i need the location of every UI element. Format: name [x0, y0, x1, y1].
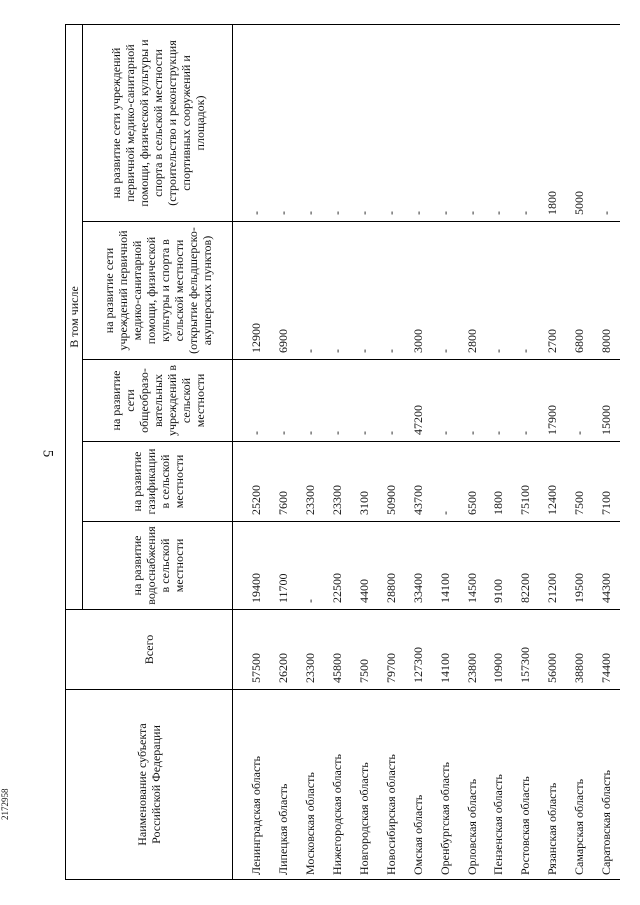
value-cell: -: [351, 222, 378, 360]
value-cell: 33400: [405, 522, 432, 610]
value-cell: -: [432, 222, 459, 360]
value-cell: 28800: [378, 522, 405, 610]
value-cell: -: [270, 360, 297, 442]
header-water: на развитие водоснабжения в сельской местности: [83, 522, 233, 610]
header-medical-fap: на развитие сети учреждений первичной медико-санитарной помощи, физической культуры и спорта в сельской местности (открытие фельдшерско-акушерских пунктов): [83, 222, 233, 360]
value-cell: 3000: [405, 222, 432, 360]
value-cell: -: [297, 222, 324, 360]
page-number: 5: [39, 449, 56, 458]
value-cell: -: [297, 522, 324, 610]
table-row: [351, 24, 378, 879]
value-cell: -: [378, 360, 405, 442]
value-cell: 5000: [566, 24, 593, 221]
region-name-cell: Рязанская область: [539, 690, 566, 880]
value-cell: 56000: [539, 610, 566, 690]
value-cell: 74400: [593, 610, 620, 690]
value-cell: 1800: [485, 442, 512, 522]
subsidy-table: [65, 24, 620, 880]
table-row: [539, 24, 566, 879]
region-name-cell: Оренбургская область: [432, 690, 459, 880]
value-cell: 7100: [593, 442, 620, 522]
value-cell: 23300: [297, 442, 324, 522]
value-cell: 7500: [566, 442, 593, 522]
table-row: [297, 24, 324, 879]
document-id: 2172958: [0, 788, 10, 820]
value-cell: -: [485, 222, 512, 360]
table-row: [233, 24, 271, 879]
value-cell: -: [432, 24, 459, 221]
value-cell: -: [378, 222, 405, 360]
value-cell: -: [459, 24, 486, 221]
value-cell: 6500: [459, 442, 486, 522]
value-cell: -: [324, 360, 351, 442]
region-name-cell: Орловская область: [459, 690, 486, 880]
value-cell: 8000: [593, 222, 620, 360]
value-cell: 43700: [405, 442, 432, 522]
value-cell: 12400: [539, 442, 566, 522]
value-cell: -: [512, 360, 539, 442]
value-cell: 2700: [539, 222, 566, 360]
value-cell: 11700: [270, 522, 297, 610]
header-schools: на развитие сети общеобразо-вательных учреждений в сельской местности: [83, 360, 233, 442]
value-cell: -: [593, 24, 620, 221]
value-cell: 23300: [297, 610, 324, 690]
value-cell: -: [324, 222, 351, 360]
value-cell: 15000: [593, 360, 620, 442]
table-row: [378, 24, 405, 879]
value-cell: 23300: [324, 442, 351, 522]
value-cell: 6800: [566, 222, 593, 360]
value-cell: 82200: [512, 522, 539, 610]
region-name-cell: Нижегородская область: [324, 690, 351, 880]
value-cell: 1800: [539, 24, 566, 221]
value-cell: 14100: [432, 610, 459, 690]
region-name-cell: Ленинградская область: [233, 690, 271, 880]
value-cell: -: [297, 360, 324, 442]
table-row: [432, 24, 459, 879]
header-including: В том числе: [66, 24, 83, 609]
value-cell: 17900: [539, 360, 566, 442]
value-cell: -: [405, 24, 432, 221]
value-cell: 157300: [512, 610, 539, 690]
value-cell: 26200: [270, 610, 297, 690]
value-cell: 10900: [485, 610, 512, 690]
value-cell: -: [512, 24, 539, 221]
value-cell: 14100: [432, 522, 459, 610]
region-name-cell: Московская область: [297, 690, 324, 880]
header-region: Наименование субъекта Российской Федерации: [66, 690, 233, 880]
value-cell: 127300: [405, 610, 432, 690]
value-cell: -: [485, 24, 512, 221]
value-cell: -: [324, 24, 351, 221]
value-cell: 6900: [270, 222, 297, 360]
region-name-cell: Омская область: [405, 690, 432, 880]
value-cell: 21200: [539, 522, 566, 610]
value-cell: 50900: [378, 442, 405, 522]
value-cell: 44300: [593, 522, 620, 610]
value-cell: 38800: [566, 610, 593, 690]
value-cell: -: [297, 24, 324, 221]
region-name-cell: Пензенская область: [485, 690, 512, 880]
table-row: [512, 24, 539, 879]
value-cell: -: [432, 442, 459, 522]
value-cell: -: [512, 222, 539, 360]
value-cell: 12900: [233, 222, 271, 360]
value-cell: -: [270, 24, 297, 221]
region-name-cell: Новосибирская область: [378, 690, 405, 880]
value-cell: 23800: [459, 610, 486, 690]
value-cell: -: [485, 360, 512, 442]
region-name-cell: Ростовская область: [512, 690, 539, 880]
value-cell: -: [351, 24, 378, 221]
value-cell: -: [378, 24, 405, 221]
value-cell: 19500: [566, 522, 593, 610]
region-name-cell: Самарская область: [566, 690, 593, 880]
value-cell: 57500: [233, 610, 271, 690]
table-row: [270, 24, 297, 879]
value-cell: -: [566, 360, 593, 442]
header-total: Всего: [66, 610, 233, 690]
value-cell: 79700: [378, 610, 405, 690]
value-cell: 7600: [270, 442, 297, 522]
value-cell: 47200: [405, 360, 432, 442]
value-cell: -: [351, 360, 378, 442]
table-row: [324, 24, 351, 879]
header-sports: на развитие сети учреждений первичной медико-санитарной помощи, физической культуры и спорта в сельской местности (строительство и реконструкция спортивных сооружений и площадок): [83, 24, 233, 221]
value-cell: 25200: [233, 442, 271, 522]
value-cell: -: [233, 360, 271, 442]
value-cell: -: [459, 360, 486, 442]
value-cell: 22500: [324, 522, 351, 610]
rotated-table-container: [65, 25, 620, 880]
table-row: [566, 24, 593, 879]
region-name-cell: Липецкая область: [270, 690, 297, 880]
value-cell: 4400: [351, 522, 378, 610]
value-cell: 19400: [233, 522, 271, 610]
value-cell: 9100: [485, 522, 512, 610]
value-cell: 45800: [324, 610, 351, 690]
region-name-cell: Саратовская область: [593, 690, 620, 880]
table-row: [459, 24, 486, 879]
value-cell: 7500: [351, 610, 378, 690]
value-cell: 14500: [459, 522, 486, 610]
value-cell: 75100: [512, 442, 539, 522]
value-cell: -: [432, 360, 459, 442]
header-gas: на развитие газификации в сельской местности: [83, 442, 233, 522]
table-row: [485, 24, 512, 879]
table-row: [405, 24, 432, 879]
table-row: [593, 24, 620, 879]
value-cell: 2800: [459, 222, 486, 360]
value-cell: -: [233, 24, 271, 221]
region-name-cell: Новгородская область: [351, 690, 378, 880]
value-cell: 3100: [351, 442, 378, 522]
